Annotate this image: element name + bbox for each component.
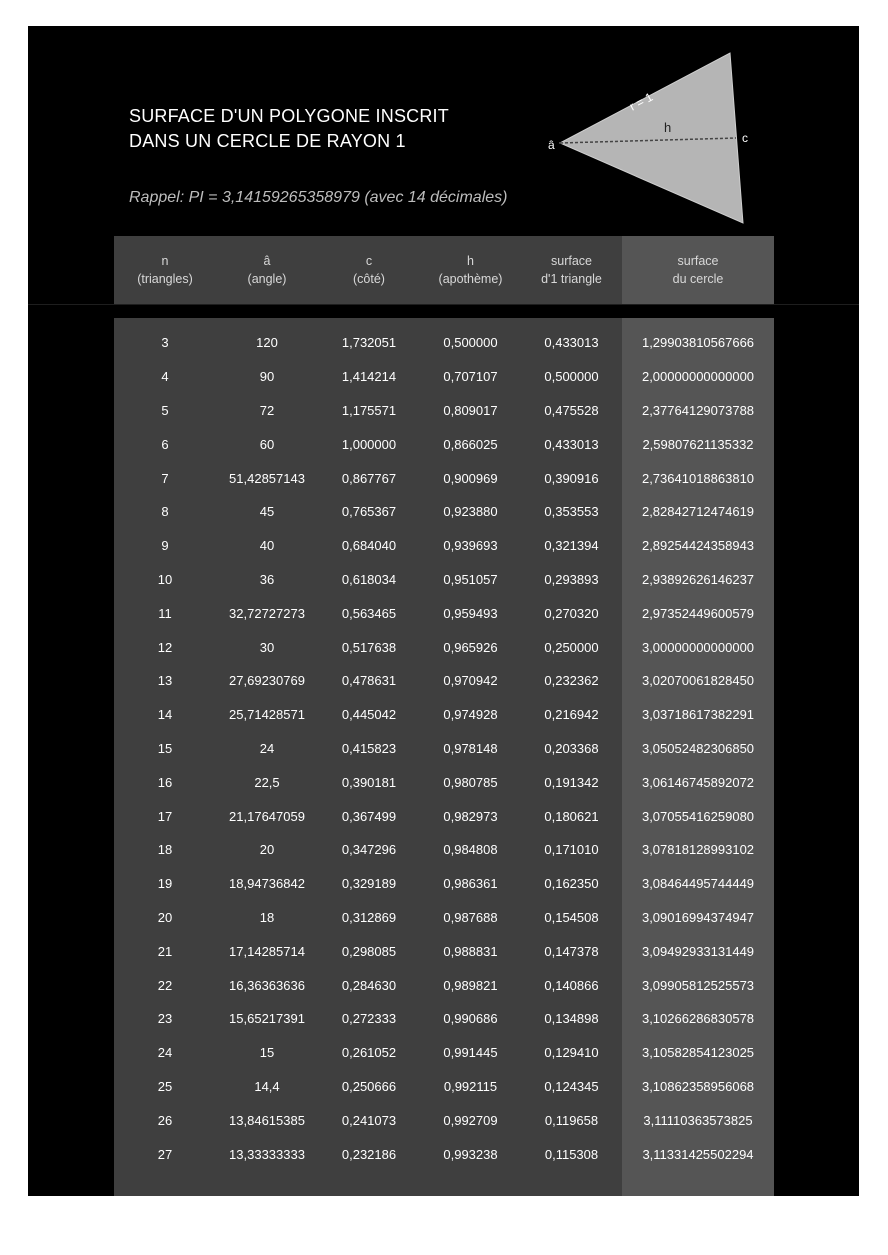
table-cell: 0,986361 bbox=[443, 876, 498, 892]
table-cell: 0,124345 bbox=[544, 1078, 599, 1094]
table-cell: 0,990686 bbox=[443, 1011, 498, 1027]
table-cell: 23 bbox=[157, 1011, 173, 1027]
table-cell: 0,433013 bbox=[544, 335, 599, 351]
table-cell: 51,42857143 bbox=[229, 470, 305, 486]
header-cell bbox=[521, 236, 622, 304]
header-cell bbox=[216, 236, 318, 304]
table-row bbox=[114, 596, 774, 630]
table-cell: 6 bbox=[161, 436, 169, 452]
table-cell: 3,11110363573825 bbox=[643, 1112, 753, 1128]
header-separator bbox=[28, 304, 859, 318]
table-cell: 7 bbox=[161, 470, 169, 486]
table-cell: 9 bbox=[161, 538, 169, 554]
table-cell: 3,10582854123025 bbox=[641, 1045, 755, 1061]
table-cell: 0,765367 bbox=[341, 504, 397, 520]
table-cell: 0,284630 bbox=[341, 977, 397, 993]
table-cell: 1,414214 bbox=[341, 369, 397, 385]
table-cell: 0,618034 bbox=[341, 571, 397, 587]
table-cell: 0,134898 bbox=[544, 1011, 599, 1027]
table-row bbox=[114, 427, 774, 461]
table-cell: 2,82842712474619 bbox=[641, 504, 755, 520]
table-cell: 0,900969 bbox=[443, 470, 498, 486]
table-row bbox=[114, 394, 774, 428]
table-cell: 18 bbox=[259, 909, 275, 925]
header-line: surface bbox=[551, 254, 592, 268]
table-row bbox=[114, 326, 774, 360]
table-cell: 0,707107 bbox=[443, 369, 498, 385]
table-cell: 0,119658 bbox=[544, 1112, 599, 1128]
table-cell: 2,00000000000000 bbox=[641, 369, 755, 385]
table-cell: 13 bbox=[157, 673, 173, 689]
header-cell bbox=[318, 236, 420, 304]
table-cell: 0,171010 bbox=[544, 842, 599, 858]
table-cell: 20 bbox=[259, 842, 275, 858]
table-cell: 15,65217391 bbox=[229, 1011, 305, 1027]
table-cell: 14,4 bbox=[254, 1078, 280, 1094]
table-cell: 19 bbox=[157, 876, 173, 892]
table-row bbox=[114, 698, 774, 732]
table-cell: 0,162350 bbox=[544, 876, 599, 892]
header-line: du cercle bbox=[672, 272, 724, 286]
table-header bbox=[114, 236, 774, 304]
table-cell: 0,982973 bbox=[443, 808, 498, 824]
header-line: (angle) bbox=[247, 272, 287, 286]
table-cell: 0,978148 bbox=[443, 740, 498, 756]
page-title bbox=[129, 104, 449, 154]
table-cell: 3,03718617382291 bbox=[641, 707, 755, 723]
table-cell: 0,923880 bbox=[443, 504, 498, 520]
table-cell: 0,987688 bbox=[443, 909, 498, 925]
table-cell: 0,203368 bbox=[544, 740, 599, 756]
table-cell: 0,500000 bbox=[443, 335, 498, 351]
table-cell: 0,329189 bbox=[341, 876, 397, 892]
table-cell: 1,000000 bbox=[341, 436, 397, 452]
table-cell: 0,563465 bbox=[341, 605, 397, 621]
label-angle: â bbox=[548, 138, 555, 152]
table-cell: 0,415823 bbox=[341, 740, 397, 756]
table-cell: 0,970942 bbox=[443, 673, 498, 689]
header-cell bbox=[420, 236, 521, 304]
table-cell: 0,321394 bbox=[544, 538, 599, 554]
table-cell: 24 bbox=[259, 740, 275, 756]
table-row bbox=[114, 630, 774, 664]
table-cell: 3,09492933131449 bbox=[641, 943, 755, 959]
table-cell: 0,154508 bbox=[544, 909, 599, 925]
table-cell: 0,478631 bbox=[341, 673, 397, 689]
table-cell: 0,974928 bbox=[443, 707, 498, 723]
table-row bbox=[114, 1103, 774, 1137]
table-cell: 0,261052 bbox=[341, 1045, 397, 1061]
table-cell: 0,216942 bbox=[544, 707, 599, 723]
table-cell: 8 bbox=[161, 504, 169, 520]
table-cell: 12 bbox=[157, 639, 173, 655]
table-row bbox=[114, 799, 774, 833]
label-side: c bbox=[742, 131, 748, 145]
table-row bbox=[114, 461, 774, 495]
table-cell: 90 bbox=[259, 369, 275, 385]
table-cell: 120 bbox=[256, 335, 278, 351]
table-cell: 0,517638 bbox=[341, 639, 397, 655]
table-body bbox=[114, 326, 774, 1171]
table-cell: 3,11331425502294 bbox=[642, 1146, 754, 1162]
table-cell: 3,00000000000000 bbox=[641, 639, 755, 655]
table-cell: 1,175571 bbox=[341, 402, 397, 418]
table-cell: 27 bbox=[157, 1146, 173, 1162]
table-cell: 25,71428571 bbox=[229, 707, 305, 723]
table-cell: 45 bbox=[259, 504, 275, 520]
label-apothem: h bbox=[664, 120, 672, 135]
table-cell: 60 bbox=[259, 436, 275, 452]
table-row bbox=[114, 833, 774, 867]
table-cell: 3,02070061828450 bbox=[641, 673, 755, 689]
table-cell: 13,33333333 bbox=[229, 1146, 305, 1162]
table-cell: 5 bbox=[161, 402, 169, 418]
table-cell: 2,93892626146237 bbox=[641, 571, 755, 587]
table-cell: 0,129410 bbox=[544, 1045, 599, 1061]
table-cell: 72 bbox=[259, 402, 275, 418]
table-cell: 0,992115 bbox=[443, 1078, 498, 1094]
table-cell: 3,08464495744449 bbox=[641, 876, 755, 892]
table-cell: 0,500000 bbox=[544, 369, 599, 385]
table-cell: 0,939693 bbox=[443, 538, 498, 554]
table-cell: 32,72727273 bbox=[229, 605, 305, 621]
table-cell: 3,07818128993102 bbox=[641, 842, 755, 858]
table-cell: 0,390916 bbox=[544, 470, 599, 486]
table-cell: 0,140866 bbox=[544, 977, 599, 993]
table-cell: 3 bbox=[161, 335, 169, 351]
table-cell: 40 bbox=[259, 538, 275, 554]
table-row bbox=[114, 867, 774, 901]
table-cell: 0,347296 bbox=[341, 842, 397, 858]
table-cell: 0,298085 bbox=[341, 943, 397, 959]
table-cell: 3,07055416259080 bbox=[641, 808, 755, 824]
table-cell: 2,97352449600579 bbox=[641, 605, 755, 621]
table-cell: 0,367499 bbox=[341, 808, 397, 824]
table-cell: 22 bbox=[157, 977, 173, 993]
table-cell: 0,980785 bbox=[443, 774, 498, 790]
table-cell: 3,06146745892072 bbox=[641, 774, 755, 790]
table-cell: 0,959493 bbox=[443, 605, 498, 621]
table-row bbox=[114, 1137, 774, 1171]
header-line: (triangles) bbox=[137, 272, 193, 286]
table-cell: 0,180621 bbox=[544, 808, 599, 824]
header-line: â bbox=[263, 254, 271, 268]
table-cell: 2,89254424358943 bbox=[641, 538, 755, 554]
table-cell: 0,147378 bbox=[544, 943, 599, 959]
label-radius: r = 1 bbox=[627, 89, 656, 114]
table-cell: 18,94736842 bbox=[229, 876, 305, 892]
table-cell: 17 bbox=[157, 808, 173, 824]
table-cell: 0,867767 bbox=[341, 470, 397, 486]
table-cell: 0,232186 bbox=[341, 1146, 397, 1162]
table-cell: 2,73641018863810 bbox=[641, 470, 755, 486]
table-cell: 21 bbox=[157, 943, 173, 959]
table-cell: 0,993238 bbox=[443, 1146, 498, 1162]
table-cell: 15 bbox=[157, 740, 173, 756]
table-cell: 14 bbox=[157, 707, 173, 723]
table-cell: 0,353553 bbox=[544, 504, 599, 520]
table-cell: 20 bbox=[157, 909, 173, 925]
table-cell: 0,191342 bbox=[544, 774, 599, 790]
header-cell bbox=[622, 236, 774, 304]
table-row bbox=[114, 360, 774, 394]
table-cell: 0,312869 bbox=[341, 909, 397, 925]
table-cell: 13,84615385 bbox=[229, 1112, 305, 1128]
table-cell: 0,241073 bbox=[341, 1112, 397, 1128]
table-cell: 24 bbox=[157, 1045, 173, 1061]
sheet bbox=[28, 26, 859, 1196]
table-cell: 0,965926 bbox=[443, 639, 498, 655]
table-cell: 1,29903810567666 bbox=[641, 335, 755, 351]
table-row bbox=[114, 1070, 774, 1104]
table-cell: 0,433013 bbox=[544, 436, 599, 452]
title-line-1: SURFACE D'UN POLYGONE INSCRIT bbox=[129, 106, 449, 126]
table-row bbox=[114, 529, 774, 563]
table-row bbox=[114, 765, 774, 799]
header-line: d'1 triangle bbox=[541, 272, 602, 286]
table-cell: 3,10266286830578 bbox=[641, 1011, 755, 1027]
table-cell: 0,989821 bbox=[443, 977, 498, 993]
triangle-diagram bbox=[528, 48, 768, 233]
table-cell: 27,69230769 bbox=[229, 673, 305, 689]
table-cell: 3,10862358956068 bbox=[641, 1078, 755, 1094]
data-table bbox=[114, 236, 774, 1196]
table-cell: 4 bbox=[161, 369, 169, 385]
pi-reminder: Rappel: PI = 3,14159265358979 (avec 14 décimales) bbox=[129, 189, 508, 206]
table-cell: 25 bbox=[157, 1078, 173, 1094]
table-cell: 0,684040 bbox=[341, 538, 397, 554]
table-row bbox=[114, 495, 774, 529]
table-cell: 22,5 bbox=[254, 774, 280, 790]
table-cell: 0,293893 bbox=[544, 571, 599, 587]
table-cell: 30 bbox=[259, 639, 275, 655]
table-row bbox=[114, 563, 774, 597]
table-cell: 0,988831 bbox=[443, 943, 498, 959]
table-cell: 0,232362 bbox=[544, 673, 599, 689]
table-cell: 0,809017 bbox=[443, 402, 498, 418]
table-cell: 1,732051 bbox=[341, 335, 397, 351]
table-cell: 17,14285714 bbox=[229, 943, 305, 959]
table-cell: 16 bbox=[157, 774, 173, 790]
table-cell: 36 bbox=[259, 571, 275, 587]
header-line: surface bbox=[677, 254, 719, 268]
table-cell: 0,390181 bbox=[341, 774, 397, 790]
header-line: (apothème) bbox=[438, 272, 503, 286]
table-cell: 3,05052482306850 bbox=[641, 740, 755, 756]
table-row bbox=[114, 968, 774, 1002]
table-row bbox=[114, 934, 774, 968]
table-cell: 21,17647059 bbox=[229, 808, 305, 824]
table-row bbox=[114, 1036, 774, 1070]
header-line: n bbox=[161, 254, 169, 268]
table-cell: 15 bbox=[259, 1045, 275, 1061]
table-row bbox=[114, 664, 774, 698]
table-cell: 11 bbox=[158, 605, 172, 621]
table-cell: 3,09905812525573 bbox=[641, 977, 755, 993]
table-cell: 0,115308 bbox=[544, 1146, 599, 1162]
header-line: c bbox=[365, 254, 373, 268]
table-cell: 0,250000 bbox=[544, 639, 599, 655]
table-cell: 0,445042 bbox=[341, 707, 397, 723]
table-cell: 0,951057 bbox=[443, 571, 498, 587]
table-cell: 18 bbox=[157, 842, 173, 858]
table-row bbox=[114, 1002, 774, 1036]
table-cell: 0,250666 bbox=[341, 1078, 397, 1094]
table-cell: 2,59807621135332 bbox=[642, 436, 754, 452]
table-cell: 0,992709 bbox=[443, 1112, 498, 1128]
table-cell: 0,991445 bbox=[443, 1045, 498, 1061]
table-cell: 3,09016994374947 bbox=[641, 909, 755, 925]
table-cell: 0,270320 bbox=[544, 605, 599, 621]
table-cell: 0,272333 bbox=[341, 1011, 397, 1027]
title-line-2: DANS UN CERCLE DE RAYON 1 bbox=[129, 131, 406, 151]
table-cell: 0,984808 bbox=[443, 842, 498, 858]
table-row bbox=[114, 732, 774, 766]
table-row bbox=[114, 901, 774, 935]
table-cell: 0,475528 bbox=[544, 402, 599, 418]
table-cell: 10 bbox=[157, 571, 173, 587]
table-cell: 26 bbox=[157, 1112, 173, 1128]
table-cell: 0,866025 bbox=[443, 436, 498, 452]
table-cell: 2,37764129073788 bbox=[641, 402, 755, 418]
header-line: (côté) bbox=[353, 272, 385, 286]
header-line: h bbox=[467, 254, 474, 268]
header-cell bbox=[114, 236, 216, 304]
table-cell: 16,36363636 bbox=[229, 977, 305, 993]
